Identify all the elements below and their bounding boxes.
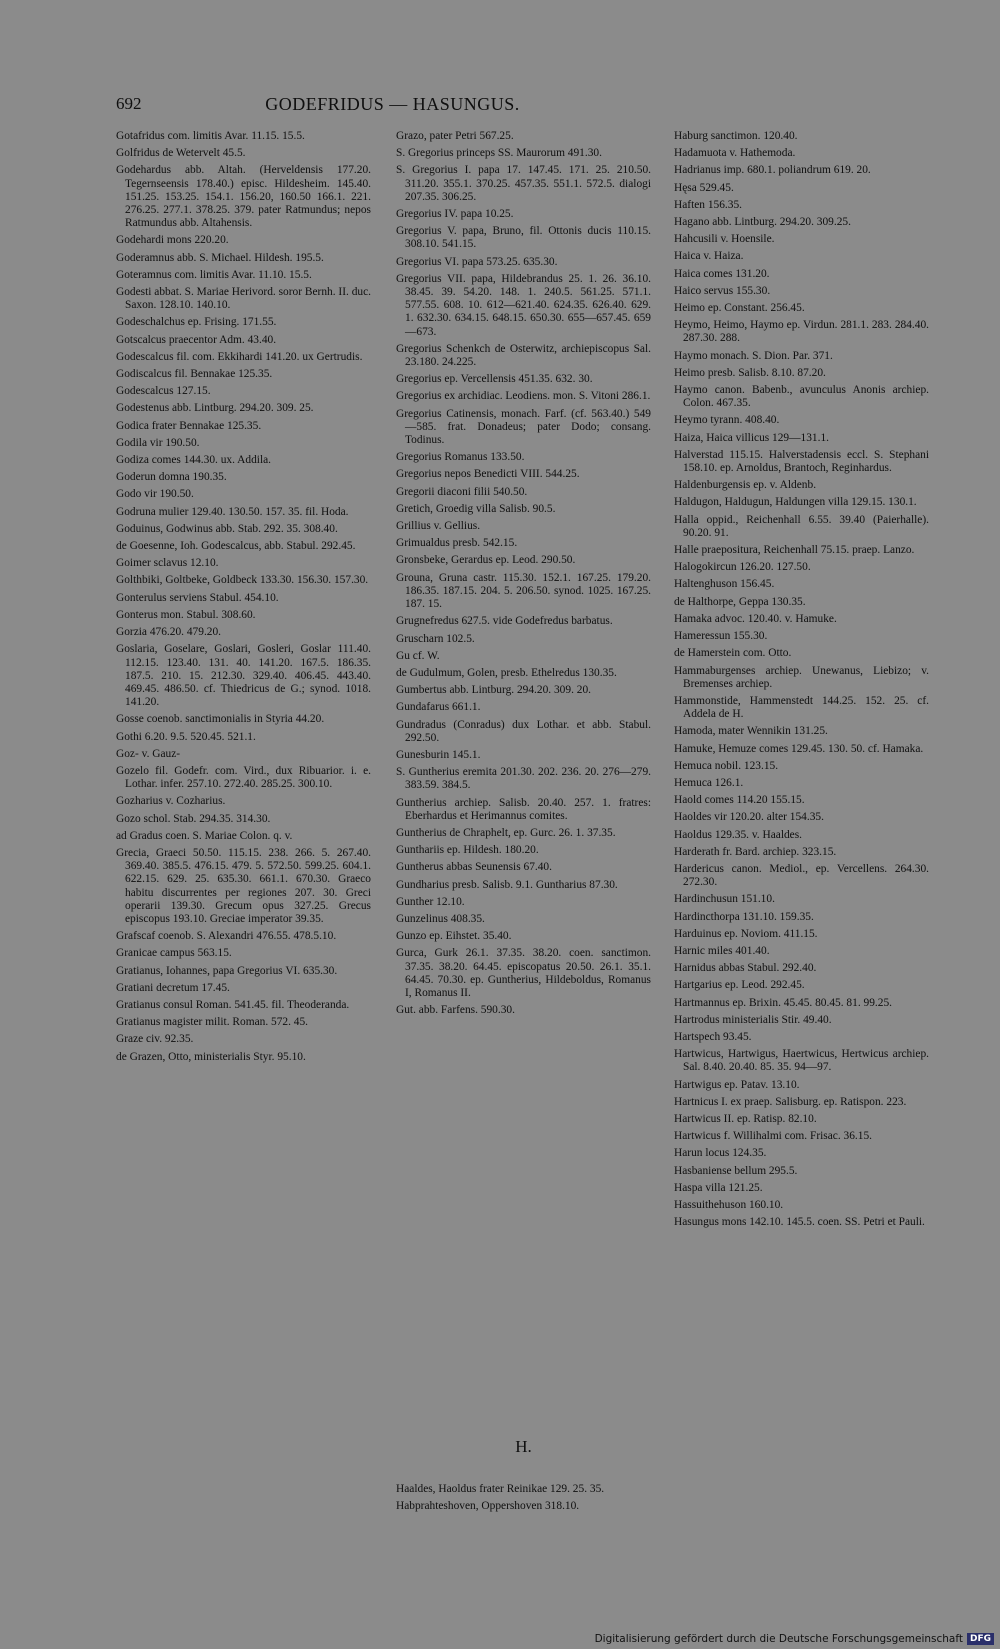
- index-entry: Grecia, Graeci 50.50. 115.15. 238. 266. 5. 267.40. 369.40. 385.5. 476.15. 479. 5. 572.50. 599.25. 604.1. 622.15. 629. 25. 635.30. 661.1. 670.30. Graeco habitu discurrentes per regiones 207. 30. Greci operarii 139.30. Grecum opus 327.25. Grecus episcopus 193.10. Greciae imperator 39.35.: [116, 846, 371, 925]
- index-entry: Grugnefredus 627.5. vide Godefredus barbatus.: [396, 615, 613, 628]
- index-entry: Haico servus 155.30.: [674, 284, 771, 297]
- index-entry: Haica comes 131.20.: [674, 267, 770, 280]
- footer: [595, 1633, 994, 1645]
- index-entry: Guntherius de Chraphelt, ep. Gurc. 26. 1. 37.35.: [396, 826, 616, 839]
- index-entry: Gregorii diaconi filii 540.50.: [396, 485, 528, 498]
- index-entry: Gratiani decretum 17.45.: [116, 981, 230, 994]
- index-entry: Grafscaf coenob. S. Alexandri 476.55. 478.5.10.: [116, 930, 337, 943]
- running-title: GODEFRIDUS — HASUNGUS.: [265, 94, 520, 114]
- page-number: 692: [116, 94, 142, 113]
- index-entry: Haltenghuson 156.45.: [674, 578, 775, 591]
- index-entry: de Hamerstein com. Otto.: [674, 647, 792, 660]
- index-entry: Gregorius VII. papa, Hildebrandus 25. 1. 26. 36.10. 38.45. 39. 54.20. 148. 1. 240.5. 561.25. 571.1. 577.55. 608. 10. 612—621.40. 624.35. 626.40. 629. 1. 632.30. 634.15. 648.15. 650.30. 655—657.45. 659—673.: [396, 272, 651, 338]
- index-entry: Haold comes 114.20 155.15.: [674, 794, 805, 807]
- index-entry: Hamuke, Hemuze comes 129.45. 130. 50. cf. Hamaka.: [674, 742, 924, 755]
- index-entry: de Gudulmum, Golen, presb. Ethelredus 130.35.: [396, 666, 617, 679]
- index-entry: Gozo schol. Stab. 294.35. 314.30.: [116, 812, 271, 825]
- index-entry: Godruna mulier 129.40. 130.50. 157. 35. fil. Hoda.: [116, 505, 349, 518]
- index-entry: Hamoda, mater Wennikin 131.25.: [674, 725, 828, 738]
- index-entry: Goderun domna 190.35.: [116, 471, 227, 484]
- index-entry: Harduinus ep. Noviom. 411.15.: [674, 927, 818, 940]
- index-entry: Gurca, Gurk 26.1. 37.35. 38.20. coen. sanctimon. 37.35. 38.20. 64.45. episcopatus 20.50. 26.1. 35.1. 64.45. 70.30. ep. Guntherius, Hildeboldus, Romanus I, Romanus II.: [396, 947, 651, 999]
- index-entry: Gunther 12.10.: [396, 895, 465, 908]
- index-entry: Gundafarus 661.1.: [396, 701, 481, 714]
- index-entry: Godesti abbat. S. Mariae Herivord. soror Bernh. II. duc. Saxon. 128.10. 140.10.: [116, 286, 371, 312]
- index-entry: Heimo ep. Constant. 256.45.: [674, 302, 805, 315]
- index-entry: Hagano abb. Lintburg. 294.20. 309.25.: [674, 216, 851, 229]
- index-entry: Hahcusili v. Hoensile.: [674, 233, 775, 246]
- index-entry: Hassuithehuson 160.10.: [674, 1199, 784, 1211]
- index-entry: Gregorius ex archidiac. Leodiens. mon. S. Vitoni 286.1.: [396, 390, 651, 403]
- index-entry: de Halthorpe, Geppa 130.35.: [674, 595, 806, 608]
- index-entry: Godeschalchus ep. Frising. 171.55.: [116, 316, 277, 329]
- index-entry: Godiscalcus fil. Bennakae 125.35.: [116, 368, 273, 381]
- index-entry: Hasbaniense bellum 295.5.: [674, 1164, 798, 1177]
- footer-credit: Digitalisierung gefördert durch die Deutsche Forschungsgemeinschaft: [594, 1633, 963, 1645]
- index-entry: Hardincthorpa 131.10. 159.35.: [674, 910, 814, 923]
- index-entry: Heimo presb. Salisb. 8.10. 87.20.: [674, 366, 826, 379]
- index-entry: Hardericus canon. Mediol., ep. Vercellens. 264.30. 272.30.: [674, 862, 929, 889]
- index-entry: Goduinus, Godwinus abb. Stab. 292. 35. 308.40.: [116, 522, 338, 535]
- index-entry: Goz- v. Gauz-: [116, 747, 181, 760]
- index-entry: Hartwicus f. Willihalmi com. Frisac. 36.15.: [674, 1130, 873, 1143]
- index-entry: Haica v. Haiza.: [674, 250, 744, 263]
- index-entry: Haburg sanctimon. 120.40.: [674, 130, 798, 142]
- index-entry: Goteramnus com. limitis Avar. 11.10. 15.5.: [116, 268, 312, 281]
- index-entry: Hasungus mons 142.10. 145.5. coen. SS. Petri et Pauli.: [674, 1216, 925, 1229]
- index-entry: Gorzia 476.20. 479.20.: [116, 626, 222, 639]
- index-entry: Haymo canon. Babenb., avunculus Anonis archiep. Colon. 467.35.: [674, 384, 929, 410]
- section-heading: H.: [515, 1437, 532, 1456]
- index-entry: Haften 156.35.: [674, 198, 743, 211]
- index-entry: Gronsbeke, Gerardus ep. Leod. 290.50.: [396, 554, 576, 567]
- index-entry: Halle praepositura, Reichenhall 75.15. praep. Lanzo.: [674, 544, 915, 557]
- index-entry: Gregorius nepos Benedicti VIII. 544.25.: [396, 468, 580, 481]
- index-entry: Gosse coenob. sanctimonialis in Styria 44.20.: [116, 713, 325, 726]
- index-entry: Gonterulus serviens Stabul. 454.10.: [116, 591, 279, 604]
- index-entry: Haldenburgensis ep. v. Aldenb.: [674, 479, 817, 492]
- index-entry: Gregorius Catinensis, monach. Farf. (cf. 563.40.) 549—585. frat. Donadeus; pater Dodo; consang. Todinus.: [396, 407, 651, 447]
- index-column-1: [116, 130, 371, 1068]
- index-entry: Guntherius archiep. Salisb. 20.40. 257. 1. fratres: Eberhardus et Herimannus comites.: [396, 796, 651, 822]
- index-entry: Hartnicus I. ex praep. Salisburg. ep. Ratispon. 223.: [674, 1095, 907, 1108]
- index-entry: Hamaka advoc. 120.40. v. Hamuke.: [674, 612, 837, 625]
- index-entry: Hameressun 155.30.: [674, 630, 768, 643]
- index-entry: Gothi 6.20. 9.5. 520.45. 521.1.: [116, 730, 256, 743]
- index-entry: Goderamnus abb. S. Michael. Hildesh. 195.5.: [116, 251, 324, 264]
- index-entry: Gumbertus abb. Lintburg. 294.20. 309. 20.: [396, 684, 591, 697]
- index-entry: Godescalcus 127.15.: [116, 385, 211, 398]
- index-entry: Gretich, Groedig villa Salisb. 90.5.: [396, 502, 556, 515]
- index-column-2: [396, 130, 651, 1021]
- index-entry: Harderath fr. Bard. archiep. 323.15.: [674, 845, 837, 858]
- index-entry: Gratianus magister milit. Roman. 572. 45.: [116, 1016, 309, 1029]
- index-entry: Goimer sclavus 12.10.: [116, 557, 219, 570]
- index-entry: Goslaria, Goselare, Goslari, Gosleri, Goslar 111.40. 112.15. 123.40. 131. 40. 141.20. 167.5. 186.35. 187.5. 210. 15. 212.30. 329.40. 406.45. 443.40. 469.45. 486.50. cf. Thiedricus de G.; synod. 1018. 141.20.: [116, 643, 371, 709]
- index-entry: Haoldus 129.35. v. Haaldes.: [674, 828, 803, 841]
- index-entry: Grouna, Gruna castr. 115.30. 152.1. 167.25. 179.20. 186.35. 187.15. 204. 5. 206.50. synod. 1025. 167.25. 187. 15.: [396, 571, 651, 611]
- index-entry: Haymo monach. S. Dion. Par. 371.: [674, 349, 833, 362]
- index-entry: Gruscharn 102.5.: [396, 632, 475, 645]
- index-entry: Grazo, pater Petri 567.25.: [396, 130, 514, 142]
- index-entry: Haaldes, Haoldus frater Reinikae 129. 25. 35.: [396, 1483, 605, 1495]
- index-entry: Gregorius Romanus 133.50.: [396, 451, 525, 464]
- index-entry: Hammonstide, Hammenstedt 144.25. 152. 25. cf. Addela de H.: [674, 694, 929, 721]
- index-entry: Hemuca nobil. 123.15.: [674, 759, 779, 772]
- index-entry: Gotscalcus praecentor Adm. 43.40.: [116, 333, 277, 346]
- index-entry: Golfridus de Wetervelt 45.5.: [116, 147, 246, 160]
- index-entry: Gunzelinus 408.35.: [396, 912, 485, 925]
- index-entry: Heymo, Heimo, Haymo ep. Virdun. 281.1. 283. 284.40. 287.30. 288.: [674, 319, 929, 345]
- index-entry: Hęsa 529.45.: [674, 181, 734, 194]
- index-entry: ad Gradus coen. S. Mariae Colon. q. v.: [116, 829, 293, 842]
- index-entry: S. Guntherius eremita 201.30. 202. 236. 20. 276—279. 383.59. 384.5.: [396, 766, 651, 792]
- index-entry: Gut. abb. Farfens. 590.30.: [396, 1004, 515, 1017]
- index-entry: Graze civ. 92.35.: [116, 1033, 194, 1046]
- index-entry: Hartwicus, Hartwigus, Haertwicus, Hertwicus archiep. Sal. 8.40. 20.40. 85. 35. 94—97.: [674, 1048, 929, 1074]
- index-entry: Hemuca 126.1.: [674, 776, 744, 789]
- index-entry: Gozharius v. Cozharius.: [116, 795, 226, 808]
- index-entry: Haiza, Haica villicus 129—131.1.: [674, 431, 829, 444]
- index-entry: Haldugon, Haldugun, Haldungen villa 129.15. 130.1.: [674, 496, 917, 509]
- index-entry: Gregorius ep. Vercellensis 451.35. 632. 30.: [396, 373, 593, 386]
- index-entry: Harun locus 124.35.: [674, 1147, 767, 1160]
- index-entry: S. Gregorius I. papa 17. 147.45. 171. 25. 210.50. 311.20. 355.1. 370.25. 457.35. 551.1. 572.5. dialogi 207.35. 306.25.: [396, 164, 651, 203]
- index-entry: Gratianus, Iohannes, papa Gregorius VI. 635.30.: [116, 964, 338, 977]
- index-entry: Gozelo fil. Godefr. com. Vird., dux Ribuarior. i. e. Lothar. infer. 257.10. 272.40. 285.25. 300.10.: [116, 764, 371, 791]
- index-column-3: [674, 130, 929, 1233]
- index-entry: Harnidus abbas Stabul. 292.40.: [674, 962, 817, 975]
- index-entry: Gunthariis ep. Hildesh. 180.20.: [396, 844, 539, 857]
- index-entry: Grillius v. Gellius.: [396, 520, 481, 533]
- index-entry: de Goesenne, Ioh. Godescalcus, abb. Stabul. 292.45.: [116, 540, 356, 553]
- index-entry: S. Gregorius princeps SS. Maurorum 491.30.: [396, 147, 602, 160]
- index-entry: Hammaburgenses archiep. Unewanus, Liebizo; v. Bremenses archiep.: [674, 664, 929, 690]
- index-entry: Haoldes vir 120.20. alter 154.35.: [674, 811, 824, 824]
- index-entry: Godo vir 190.50.: [116, 488, 194, 501]
- index-entry: Hartrodus ministerialis Stir. 49.40.: [674, 1013, 832, 1026]
- index-entry: Hartwigus ep. Patav. 13.10.: [674, 1078, 800, 1091]
- index-entry: Gratianus consul Roman. 541.45. fil. Theoderanda.: [116, 998, 350, 1011]
- index-entry: Hadamuota v. Hathemoda.: [674, 147, 796, 160]
- index-entry: Halverstad 115.15. Halverstadensis eccl. S. Stephani 158.10. ep. Arnoldus, Brantoch, Reginhardus.: [674, 448, 929, 475]
- index-entry: Harnic miles 401.40.: [674, 944, 770, 957]
- index-entry: Gregorius VI. papa 573.25. 635.30.: [396, 255, 558, 268]
- index-entry: Hardinchusun 151.10.: [674, 893, 775, 906]
- index-entry: Godica frater Bennakae 125.35.: [116, 419, 262, 432]
- index-entry: Habprahteshoven, Oppershoven 318.10.: [396, 1500, 580, 1513]
- page-header: [116, 94, 669, 120]
- index-entry: Godescalcus fil. com. Ekkihardi 141.20. ux Gertrudis.: [116, 350, 363, 363]
- index-entry: Granicae campus 563.15.: [116, 947, 232, 960]
- index-entry: Godehardus abb. Altah. (Herveldensis 177.20. Tegernseensis 178.40.) episc. Hildesheim. 145.40. 151.25. 153.25. 154.1. 156.20, 160.50 166.1. 221. 276.25. 277.1. 378.25. 379. pater Ratmundus; nepos Ratmundus abb. Altahensis.: [116, 164, 371, 230]
- index-entry: Gonterus mon. Stabul. 308.60.: [116, 608, 256, 621]
- index-entry: Gotafridus com. limitis Avar. 11.15. 15.5.: [116, 130, 305, 142]
- index-entry: Godehardi mons 220.20.: [116, 234, 229, 247]
- index-entry: Godila vir 190.50.: [116, 436, 200, 449]
- index-column-2-bottom: [396, 1483, 651, 1517]
- index-entry: Halla oppid., Reichenhall 6.55. 39.40 (Paierhalle). 90.20. 91.: [674, 513, 929, 539]
- index-entry: Gundharius presb. Salisb. 9.1. Guntharius 87.30.: [396, 878, 618, 891]
- index-entry: Grimualdus presb. 542.15.: [396, 537, 518, 550]
- index-entry: Haspa villa 121.25.: [674, 1181, 763, 1194]
- index-entry: Hartspech 93.45.: [674, 1030, 752, 1043]
- index-entry: Gregorius IV. papa 10.25.: [396, 208, 514, 221]
- index-entry: Hartwicus II. ep. Ratisp. 82.10.: [674, 1112, 817, 1125]
- index-entry: Godestenus abb. Lintburg. 294.20. 309. 25.: [116, 402, 314, 415]
- index-entry: Heymo tyrann. 408.40.: [674, 414, 780, 427]
- index-entry: Gunesburin 145.1.: [396, 748, 481, 761]
- index-entry: Gundradus (Conradus) dux Lothar. et abb. Stabul. 292.50.: [396, 718, 651, 744]
- index-entry: de Grazen, Otto, ministerialis Styr. 95.10.: [116, 1050, 306, 1063]
- dfg-logo: DFG: [967, 1633, 994, 1645]
- index-entry: Godiza comes 144.30. ux. Addila.: [116, 454, 272, 467]
- index-entry: Halogokircun 126.20. 127.50.: [674, 561, 811, 574]
- index-entry: Golthbiki, Goltbeke, Goldbeck 133.30. 156.30. 157.30.: [116, 574, 369, 587]
- index-entry: Gunzo ep. Eihstet. 35.40.: [396, 930, 512, 943]
- index-entry: Gregorius Schenkch de Osterwitz, archiepiscopus Sal. 23.180. 24.225.: [396, 342, 651, 369]
- index-entry: Guntherus abbas Seunensis 67.40.: [396, 861, 552, 874]
- index-entry: Hartgarius ep. Leod. 292.45.: [674, 979, 805, 992]
- index-entry: Hartmannus ep. Brixin. 45.45. 80.45. 81. 99.25.: [674, 996, 892, 1009]
- index-entry: Gregorius V. papa, Bruno, fil. Ottonis ducis 110.15. 308.10. 541.15.: [396, 225, 651, 251]
- index-entry: Gu cf. W.: [396, 649, 440, 662]
- index-entry: Hadrianus imp. 680.1. poliandrum 619. 20.: [674, 164, 871, 177]
